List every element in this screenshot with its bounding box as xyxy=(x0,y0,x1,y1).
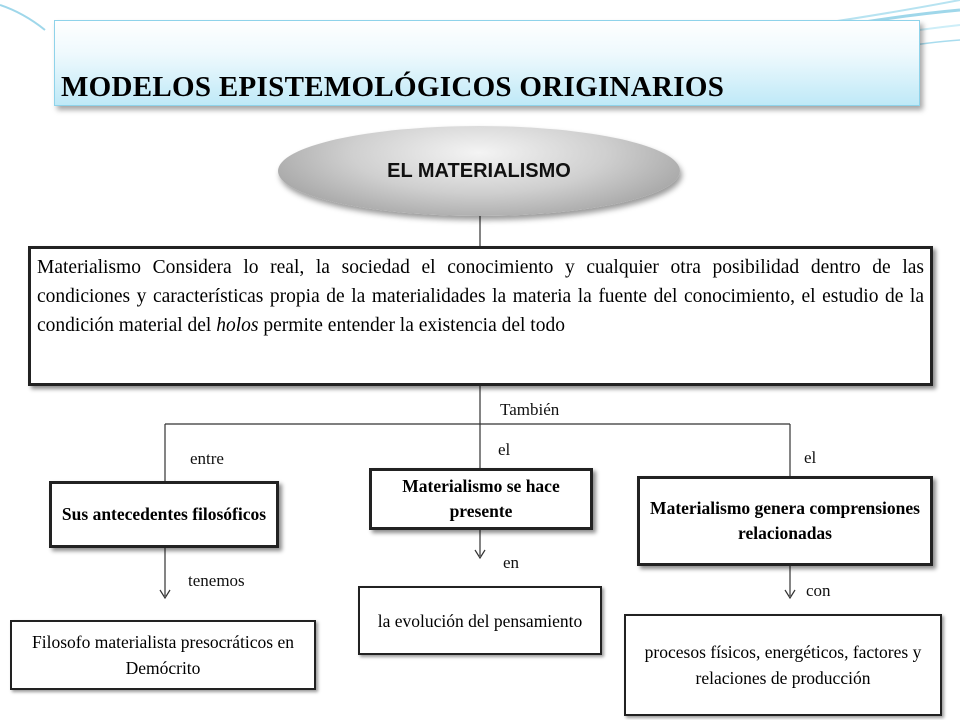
link-label-left: entre xyxy=(190,449,224,468)
root-node xyxy=(278,126,680,216)
connector-also-label: También xyxy=(500,400,560,419)
link-label-right: el xyxy=(804,448,817,467)
node-hace-presente: Materialismo se hace presente xyxy=(369,468,593,530)
page-title: MODELOS EPISTEMOLÓGICOS ORIGINARIOS xyxy=(61,71,725,103)
node-comprensiones: Materialismo genera comprensiones relacionadas xyxy=(637,476,933,566)
root-label: EL MATERIALISMO xyxy=(387,160,571,182)
link2-label-middle: en xyxy=(503,553,520,572)
definition-emphasis: holos xyxy=(216,315,259,336)
node-antecedentes: Sus antecedentes filosóficos xyxy=(49,481,279,548)
link2-label-left: tenemos xyxy=(188,571,245,590)
definition-box xyxy=(28,246,933,386)
leaf-democrito: Filosofo materialista presocráticos en Demócrito xyxy=(10,620,316,690)
link2-label-right: con xyxy=(806,581,831,600)
leaf-evolucion: la evolución del pensamiento xyxy=(358,586,602,655)
leaf-procesos: procesos físicos, energéticos, factores y relaciones de producción xyxy=(624,614,942,716)
link-label-middle: el xyxy=(498,440,511,459)
definition-text: Materialismo Considera lo real, la sociedad el conocimiento y cualquier otra posibilidad dentro de las condiciones y características propia de la materialidades la materia la fuente del conocimiento, el estudio de la condición material del holos permite entender la existencia del todo xyxy=(37,257,924,336)
